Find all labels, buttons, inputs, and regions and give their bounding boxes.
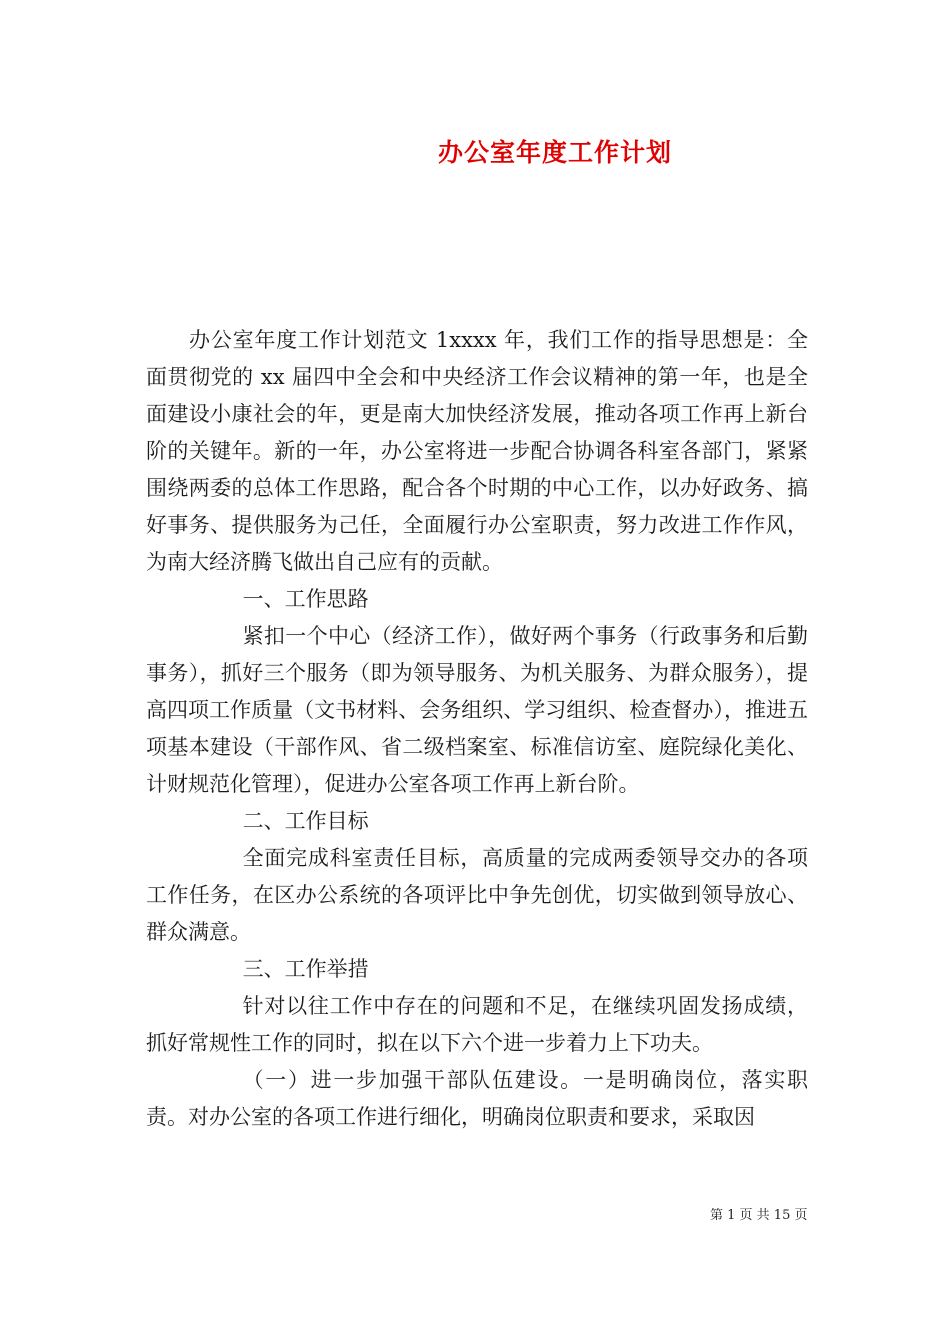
section-heading-1: 一、工作思路 bbox=[242, 587, 369, 611]
section-heading-3: 三、工作举措 bbox=[242, 957, 369, 981]
document-body bbox=[146, 322, 808, 1136]
section-heading-2: 二、工作目标 bbox=[242, 809, 369, 833]
intro-paragraph: 办公室年度工作计划范文 1xxxx 年，我们工作的指导思想是：全面贯彻党的 xx 届四中全会和中央经济工作会议精神的第一年，也是全面建设小康社会的年，更是南大加快经济发展，推动各项工作再上新台阶的关键年。新的一年，办公室将进一步配合协调各科室各部门，紧紧围绕两委的总体工作思路，配合各个时期的中心工作，以办好政务、搞好事务、提供服务为己任，全面履行办公室职责，努力改进工作作风，为南大经济腾飞做出自己应有的贡献。 bbox=[146, 328, 808, 574]
measure-1-paragraph: （一）进一步加强干部队伍建设。一是明确岗位，落实职责。对办公室的各项工作进行细化，明确岗位职责和要求，采取因 bbox=[146, 1068, 808, 1129]
work-approach-paragraph: 紧扣一个中心（经济工作），做好两个事务（行政事务和后勤事务），抓好三个服务（即为领导服务、为机关服务、为群众服务），提高四项工作质量（文书材料、会务组织、学习组织、检查督办），推进五项基本建设（干部作风、省二级档案室、标准信访室、庭院绿化美化、计财规范化管理），促进办公室各项工作再上新台阶。 bbox=[146, 624, 808, 796]
measures-intro-paragraph: 针对以往工作中存在的问题和不足，在继续巩固发扬成绩，抓好常规性工作的同时，拟在以下六个进一步着力上下功夫。 bbox=[146, 994, 808, 1055]
work-goal-paragraph: 全面完成科室责任目标，高质量的完成两委领导交办的各项工作任务，在区办公系统的各项评比中争先创优，切实做到领导放心、群众满意。 bbox=[146, 846, 808, 944]
page-number: 第 1 页 共 15 页 bbox=[710, 1208, 808, 1223]
page-title: 办公室年度工作计划 bbox=[437, 138, 672, 167]
